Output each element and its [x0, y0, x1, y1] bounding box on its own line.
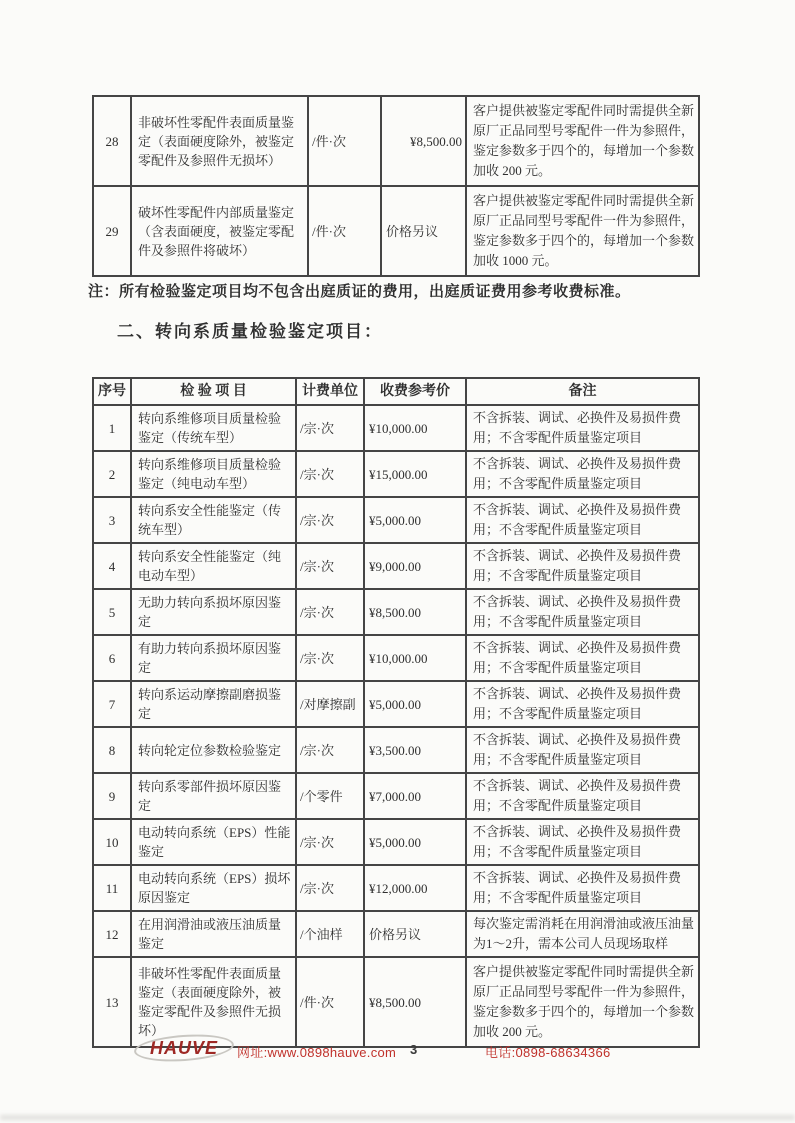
cell-price: ¥5,000.00: [364, 497, 466, 543]
cell-no: 4: [93, 543, 131, 589]
cell-item: 无助力转向系损坏原因鉴定: [131, 589, 296, 635]
header-unit: 计费单位: [296, 378, 364, 405]
cell-unit: /宗·次: [296, 405, 364, 451]
cell-no: 6: [93, 635, 131, 681]
table-row: [93, 543, 699, 589]
fee-table-steering: [92, 377, 700, 1048]
cell-no: 1: [93, 405, 131, 451]
cell-price: ¥12,000.00: [364, 865, 466, 911]
table-row: [93, 957, 699, 1047]
cell-remark: 不含拆装、调试、必换件及易损件费用；不含零配件质量鉴定项目: [466, 589, 699, 635]
table-row: [93, 96, 699, 186]
cell-remark: 客户提供被鉴定零配件同时需提供全新原厂正品同型号零配件一件为参照件，鉴定参数多于四个的，每增加一个参数加收 1000 元。: [466, 186, 699, 276]
cell-item: 在用润滑油或液压油质量鉴定: [131, 911, 296, 957]
table-row: [93, 497, 699, 543]
fee-table-parts-continued: [92, 95, 700, 277]
cell-no: 7: [93, 681, 131, 727]
header-item: 检 验 项 目: [131, 378, 296, 405]
cell-no: 12: [93, 911, 131, 957]
company-logo: HAUVE: [140, 1038, 228, 1059]
table-row: [93, 773, 699, 819]
cell-remark: 不含拆装、调试、必换件及易损件费用；不含零配件质量鉴定项目: [466, 497, 699, 543]
cell-remark: 不含拆装、调试、必换件及易损件费用；不含零配件质量鉴定项目: [466, 727, 699, 773]
cell-unit: /宗·次: [296, 635, 364, 681]
table-row: [93, 865, 699, 911]
cell-unit: /宗·次: [296, 451, 364, 497]
cell-unit: /件·次: [308, 186, 381, 276]
table-row: [93, 635, 699, 681]
cell-remark: 每次鉴定需消耗在用润滑油或液压油量为1～2升，需本公司人员现场取样: [466, 911, 699, 957]
table-row: [93, 911, 699, 957]
cell-remark: 不含拆装、调试、必换件及易损件费用；不含零配件质量鉴定项目: [466, 543, 699, 589]
cell-price: ¥7,000.00: [364, 773, 466, 819]
section-heading: 二、转向系质量检验鉴定项目：: [117, 322, 383, 341]
cell-remark: 不含拆装、调试、必换件及易损件费用；不含零配件质量鉴定项目: [466, 865, 699, 911]
cell-no: 13: [93, 957, 131, 1047]
table-footnote: 注：所有检验鉴定项目均不包含出庭质证的费用，出庭质证费用参考收费标准。: [88, 284, 631, 300]
cell-no: 11: [93, 865, 131, 911]
cell-remark: 不含拆装、调试、必换件及易损件费用；不含零配件质量鉴定项目: [466, 635, 699, 681]
table-row: [93, 589, 699, 635]
table-row: [93, 186, 699, 276]
cell-item: 转向系维修项目质量检验鉴定（纯电动车型）: [131, 451, 296, 497]
cell-item: 破坏性零配件内部质量鉴定（含表面硬度，被鉴定零配件及参照件将破坏）: [131, 186, 308, 276]
cell-price: ¥8,500.00: [364, 957, 466, 1047]
cell-item: 转向系维修项目质量检验鉴定（传统车型）: [131, 405, 296, 451]
table-row: [93, 681, 699, 727]
cell-price: ¥10,000.00: [364, 635, 466, 681]
cell-item: 非破坏性零配件表面质量鉴定（表面硬度除外，被鉴定零配件及参照件无损坏）: [131, 957, 296, 1047]
cell-unit: /宗·次: [296, 727, 364, 773]
cell-item: 转向系安全性能鉴定（纯电动车型）: [131, 543, 296, 589]
cell-unit: /宗·次: [296, 819, 364, 865]
cell-unit: /个零件: [296, 773, 364, 819]
header-price: 收费参考价: [364, 378, 466, 405]
cell-item: 非破坏性零配件表面质量鉴定（表面硬度除外，被鉴定零配件及参照件无损坏）: [131, 96, 308, 186]
cell-item: 有助力转向系损坏原因鉴定: [131, 635, 296, 681]
cell-remark: 客户提供被鉴定零配件同时需提供全新原厂正品同型号零配件一件为参照件，鉴定参数多于四个的，每增加一个参数加收 200 元。: [466, 96, 699, 186]
cell-no: 5: [93, 589, 131, 635]
cell-no: 3: [93, 497, 131, 543]
cell-unit: /件·次: [308, 96, 381, 186]
cell-price: 价格另议: [364, 911, 466, 957]
cell-no: 28: [93, 96, 131, 186]
cell-unit: /个油样: [296, 911, 364, 957]
footer-phone: 电话:0898-68634366: [485, 1045, 611, 1060]
cell-item: 电动转向系统（EPS）性能鉴定: [131, 819, 296, 865]
cell-no: 8: [93, 727, 131, 773]
cell-no: 9: [93, 773, 131, 819]
cell-price: ¥5,000.00: [364, 819, 466, 865]
cell-price: 价格另议: [381, 186, 466, 276]
table-row: [93, 405, 699, 451]
cell-no: 2: [93, 451, 131, 497]
cell-item: 转向系零部件损坏原因鉴定: [131, 773, 296, 819]
cell-price: ¥9,000.00: [364, 543, 466, 589]
cell-price: ¥8,500.00: [381, 96, 466, 186]
cell-remark: 不含拆装、调试、必换件及易损件费用；不含零配件质量鉴定项目: [466, 681, 699, 727]
cell-item: 电动转向系统（EPS）损坏原因鉴定: [131, 865, 296, 911]
cell-unit: /对摩擦副: [296, 681, 364, 727]
cell-item: 转向系安全性能鉴定（传统车型）: [131, 497, 296, 543]
page-footer: [0, 1036, 795, 1070]
header-remark: 备注: [466, 378, 699, 405]
footer-website: 网址:www.0898hauve.com: [237, 1045, 397, 1060]
cell-unit: /宗·次: [296, 865, 364, 911]
cell-unit: /件·次: [296, 957, 364, 1047]
cell-price: ¥10,000.00: [364, 405, 466, 451]
cell-price: ¥3,500.00: [364, 727, 466, 773]
cell-unit: /宗·次: [296, 589, 364, 635]
table-row: [93, 819, 699, 865]
cell-unit: /宗·次: [296, 543, 364, 589]
table-row: [93, 451, 699, 497]
cell-remark: 不含拆装、调试、必换件及易损件费用；不含零配件质量鉴定项目: [466, 773, 699, 819]
cell-item: 转向轮定位参数检验鉴定: [131, 727, 296, 773]
cell-no: 29: [93, 186, 131, 276]
cell-remark: 不含拆装、调试、必换件及易损件费用；不含零配件质量鉴定项目: [466, 405, 699, 451]
cell-unit: /宗·次: [296, 497, 364, 543]
cell-price: ¥15,000.00: [364, 451, 466, 497]
header-no: 序号: [93, 378, 131, 405]
footer-page-number: 3: [410, 1042, 418, 1057]
table-header-row: [93, 378, 699, 405]
cell-remark: 不含拆装、调试、必换件及易损件费用；不含零配件质量鉴定项目: [466, 451, 699, 497]
cell-price: ¥5,000.00: [364, 681, 466, 727]
cell-remark: 客户提供被鉴定零配件同时需提供全新原厂正品同型号零配件一件为参照件，鉴定参数多于四个的，每增加一个参数加收 200 元。: [466, 957, 699, 1047]
cell-no: 10: [93, 819, 131, 865]
table-row: [93, 727, 699, 773]
cell-remark: 不含拆装、调试、必换件及易损件费用；不含零配件质量鉴定项目: [466, 819, 699, 865]
cell-price: ¥8,500.00: [364, 589, 466, 635]
cell-item: 转向系运动摩擦副磨损鉴定: [131, 681, 296, 727]
